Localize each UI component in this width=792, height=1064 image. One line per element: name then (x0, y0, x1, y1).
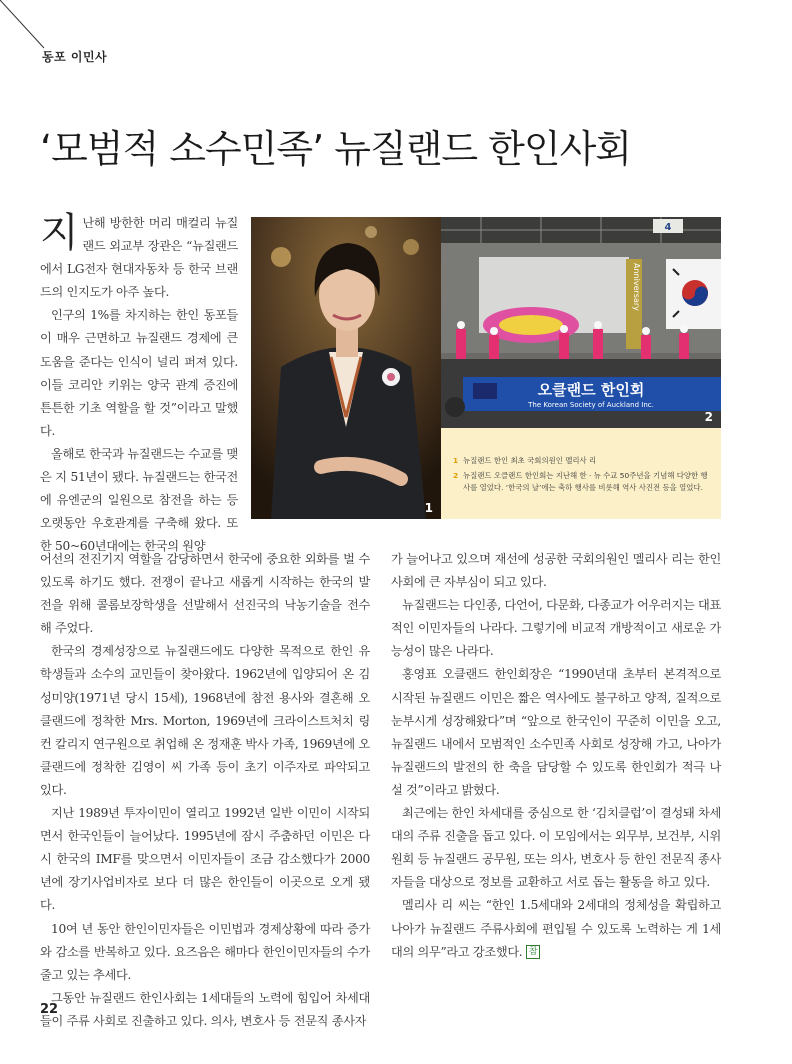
section-label: 동포 이민사 (42, 50, 108, 64)
right-paragraph-3: 홍영표 오클랜드 한인회장은 “1990년대 초부터 본격적으로 시작된 뉴질랜드 이민은 짧은 역사에도 불구하고 양적, 질적으로 눈부시게 성장해왔다”며 “앞으로 한국인이 꾸준히 이민을 오고, 뉴질랜드 내에서 모범적인 소수민족 사회로 성장해 가고, 나아가 뉴질랜드의 발전의 한 축을 담당할 수 있도록 한인회가 적극 나설 것”이라고 밝혔다. (391, 667, 721, 797)
left-paragraph-1: 어선의 전진기지 역할을 감당하면서 한국에 중요한 외화를 벌 수 있도록 하기도 했다. 전쟁이 끝나고 새롭게 시작하는 한국의 발전을 위해 콜롬보장학생을 선발해서 선진국의 낙농기술을 전수해 주었다. (40, 552, 370, 636)
drop-cap: 지 (40, 210, 79, 256)
left-paragraph-2: 한국의 경제성장으로 뉴질랜드에도 다양한 목적으로 한인 유학생들과 소수의 교민들이 찾아왔다. 1962년에 입양되어 온 김성미양(1971년 당시 15세), 1968년에 참전 용사와 결혼해 오클랜드에 정착한 Mrs. Morton, 1969년에 크라이스트처치 링컨 칼리지 연구원으로 취업해 온 정재훈 박사 가족, 1969년에 오클랜드에 정착한 김영이 씨 가족 등이 초기 이주자로 파악되고 있다. (40, 644, 370, 797)
right-paragraph-4: 최근에는 한인 차세대를 중심으로 한 ‘김치클럽’이 결성돼 차세대의 주류 진출을 돕고 있다. 이 모임에서는 외무부, 보건부, 시위원회 등 뉴질랜드 공무원, 또는 의사, 변호사 등 한인 전문직 종사자들을 대상으로 정보를 교환하고 서로 돕는 활동을 하고 있다. (391, 806, 721, 890)
caption-box (441, 428, 721, 519)
left-paragraph-4: 10여 년 동안 한인이민자들은 이민법과 경제상황에 따라 증가와 감소를 반복하고 있다. 요즈음은 해마다 한인이민자들의 수가 줄고 있는 추세다. (40, 921, 370, 982)
caption-list (441, 428, 721, 495)
anniversary-sign: Anniversary (632, 263, 641, 311)
left-paragraph-3: 지난 1989년 투자이민이 열리고 1992년 일반 이민이 시작되면서 한국인들이 늘어났다. 1995년에 잠시 주춤하던 이민은 다시 한국의 IMF를 맞으면서 이민자들이 조금 감소했다가 2000년에 장기사업비자로 보다 더 많은 한인들이 이곳으로 오게 됐다. (40, 806, 370, 913)
caption-item-1 (453, 455, 713, 468)
event-banner-subtitle: The Korean Society of Auckland Inc. (528, 401, 654, 409)
photo-portrait-melissa-lee (251, 217, 441, 519)
event-banner-title: 오클랜드 한인회 (537, 381, 645, 399)
left-paragraph-5: 그동안 뉴질랜드 한인사회는 1세대들의 노력에 힘입어 차세대들이 주류 사회로 진출하고 있다. 의사, 변호사 등 전문직 종사자 (40, 990, 370, 1028)
caption-item-2 (453, 470, 713, 495)
photo-korean-day-event (441, 217, 721, 428)
photo-number-1: 1 (424, 501, 433, 515)
right-paragraph-2: 뉴질랜드는 다인종, 다언어, 다문화, 다종교가 어우러지는 대표적인 이민자들의 나라다. 그렇기에 비교적 개방적이고 새로운 가능성이 많은 나라다. (391, 598, 721, 659)
right-paragraph-5-text: 멜리사 리 씨는 “한인 1.5세대와 2세대의 정체성을 확립하고 나아가 뉴질랜드 주류사회에 편입될 수 있도록 노력하는 게 1세대의 의무”라고 강조했다. (391, 898, 721, 959)
intro-paragraph-2: 인구의 1%를 차지하는 한인 동포들이 매우 근면하고 뉴질랜드 경제에 큰 도움을 준다는 인식이 널리 퍼져 있다. 이들 코리안 키위는 양국 관계 증진에 튼튼한 기초 역할을 할 것”이라고 말했다. (40, 308, 238, 438)
intro-paragraph-3: 올해로 한국과 뉴질랜드는 수교를 맺은 지 51년이 됐다. 뉴질랜드는 한국전에 유엔군의 일원으로 참전을 하는 등 오랫동안 우호관계를 구축해 왔다. 또한 50~60년대에는 한국의 원양 (40, 446, 238, 554)
body-column-left (40, 548, 370, 1033)
caption-text-2: 뉴질랜드 오클랜드 한인회는 지난해 한 · 뉴 수교 50주년을 기념해 다양한 행사를 열었다. ‘한국의 날’에는 축하 행사를 비롯해 역사 사진전 등을 열었다. (463, 470, 708, 492)
intro-paragraph-1 (40, 212, 238, 304)
photo-number-2: 2 (704, 410, 713, 424)
intro-column (40, 212, 238, 558)
caption-text-1: 뉴질랜드 한인 최초 국회의원인 멜리사 리 (463, 456, 597, 465)
room-number-sign: 4 (664, 222, 672, 233)
intro-paragraph-1-text: 난해 방한한 머리 매컬리 뉴질랜드 외교부 장관은 “뉴질랜드에서 LG전자 현대자동차 등 한국 브랜드의 인지도가 아주 높다. (40, 216, 238, 300)
event-stage-illustration (441, 217, 721, 428)
article-title: ‘모범적 소수민족’ 뉴질랜드 한인사회 (40, 127, 632, 171)
end-mark-icon: 참 (526, 945, 540, 959)
caption-number-2: 2 (453, 470, 459, 480)
portrait-illustration (251, 217, 441, 519)
right-paragraph-1: 가 늘어나고 있으며 재선에 성공한 국회의원인 멜리사 리는 한인사회에 큰 자부심이 되고 있다. (391, 552, 721, 590)
page-number: 22 (40, 1002, 59, 1017)
body-column-right (391, 548, 721, 964)
right-paragraph-5 (391, 894, 721, 963)
caption-number-1: 1 (453, 456, 459, 465)
